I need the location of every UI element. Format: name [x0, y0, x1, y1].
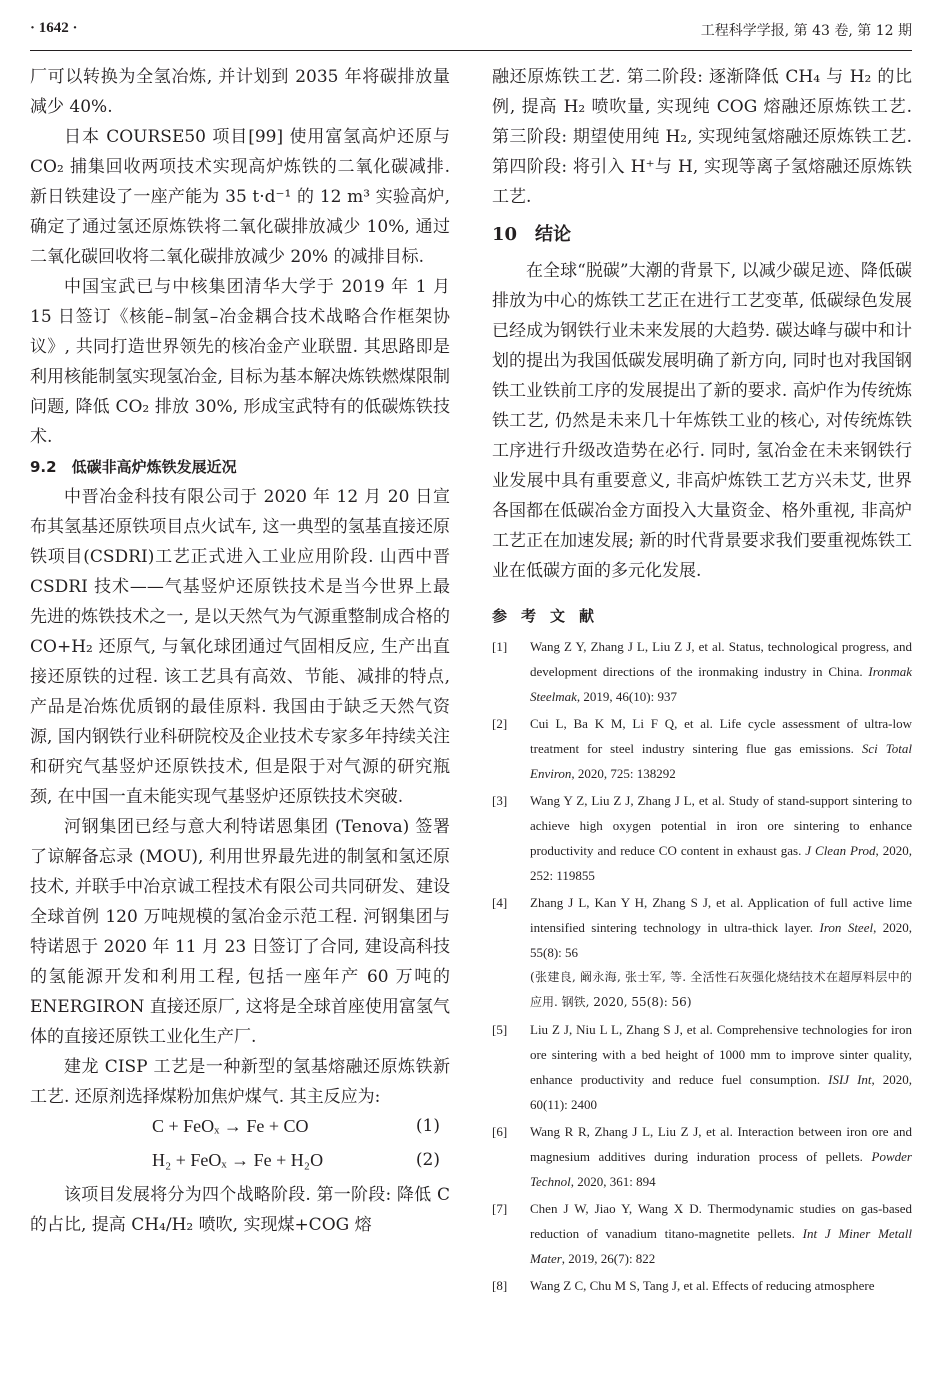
- references-heading: 参考文献: [492, 607, 609, 625]
- section-heading: 10 结论: [492, 224, 572, 245]
- reference-text: Wang R R, Zhang J L, Liu Z J, et al. Interaction between iron ore and magnesium additives during induration process of pellets. Powder Technol, 2020, 361: 894: [530, 1124, 912, 1189]
- paragraph: 融还原炼铁工艺. 第二阶段: 逐渐降低 CH₄ 与 H₂ 的比例, 提高 H₂ 喷吹量, 实现纯 COG 熔融还原炼铁工艺. 第三阶段: 期望使用纯 H₂, 实现纯氢熔融还原炼铁工艺. 第四阶段: 将引入 H⁺与 H, 实现等离子氢熔融还原炼铁工艺.: [492, 67, 912, 207]
- page-number: · 1642 ·: [30, 20, 78, 36]
- reference-number: [6]: [492, 1124, 508, 1139]
- journal-name: ISIJ Int: [828, 1072, 872, 1087]
- paragraph: 中晋冶金科技有限公司于 2020 年 12 月 20 日宣布其氢基还原铁项目点火试车, 这一典型的氢基直接还原铁项目(CSDRI)工艺正式进入工业应用阶段. 山西中晋 CSDRI 技术——气基竖炉还原铁技术是当今世界上最先进的炼铁技术之一, 是以天然气为气源重整制成合格的 CO+H₂ 还原气, 与氧化球团通过气固相反应, 生产出直接还原铁的过程. 该工艺具有高效、节能、减排的特点, 产品是冶炼优质钢的最佳原料. 我国由于缺乏天然气资源, 国内钢铁行业科研院校及企业技术专家多年持续关注和研究气基竖炉还原铁技术, 但是限于对气源的研究瓶颈, 在中国一直未能实现气基竖炉还原铁技术突破.: [30, 487, 450, 807]
- journal-name: Sci Total Environ: [530, 741, 912, 781]
- right-column: [492, 62, 912, 1300]
- reference-number: [4]: [492, 895, 508, 910]
- reference-item: [492, 1119, 912, 1194]
- reference-number: [1]: [492, 639, 508, 654]
- paragraph: 该项目发展将分为四个战略阶段. 第一阶段: 降低 C 的占比, 提高 CH₄/H₂ 喷吹, 实现煤+COG 熔: [30, 1185, 450, 1235]
- left-column: [30, 62, 450, 1240]
- reference-text: Zhang J L, Kan Y H, Zhang S J, et al. Application of full active lime intensified sintering technology in ultra-thick layer. Iron Steel, 2020, 55(8): 56: [530, 895, 913, 960]
- journal-name: Int J Miner Metall Mater: [530, 1226, 912, 1266]
- paragraph: 在全球“脱碳”大潮的背景下, 以减少碳足迹、降低碳排放为中心的炼铁工艺正在进行工艺变革, 低碳绿色发展已经成为钢铁行业未来发展的大趋势. 碳达峰与碳中和计划的提出为我国低碳发展明确了新方向, 同时也对我国钢铁工业铁前工序的发展提出了新的要求. 高炉作为传统炼铁工艺, 仍然是未来几十年炼铁工业的核心, 对传统炼铁工序进行升级改造势在必行. 同时, 氢冶金在未来钢铁行业发展中具有重要意义, 非高炉炼铁工艺方兴未艾, 世界各国都在低碳冶金方面投入大量资金、格外重视, 非高炉工艺正在加速发展; 新的时代背景要求我们要重视炼铁工业在低碳方面的多元化发展.: [492, 261, 912, 581]
- paragraph: 建龙 CISP 工艺是一种新型的氢基熔融还原炼铁新工艺. 还原剂选择煤粉加焦炉煤气. 其主反应为:: [30, 1057, 450, 1107]
- page-header: [30, 20, 912, 44]
- header-rule: [30, 50, 912, 51]
- equation-2: [30, 1146, 450, 1180]
- reference-number: [7]: [492, 1201, 508, 1216]
- reference-text: Cui L, Ba K M, Li F Q, et al. Life cycle assessment of ultra-low treatment for steel industry sintering flue gas emissions. Sci Total Environ, 2020, 725: 138292: [530, 716, 912, 781]
- paragraph: 厂可以转换为全氢冶炼, 并计划到 2035 年将碳排放量减少 40%.: [30, 67, 450, 117]
- reference-text: Chen J W, Jiao Y, Wang X D. Thermodynamic studies on gas-based reduction of vanadium titano-magnetite pellets. Int J Miner Metall Mater, 2019, 26(7): 822: [530, 1201, 912, 1266]
- journal-name: Powder Technol: [530, 1149, 912, 1189]
- reference-item: [492, 1017, 912, 1117]
- reference-number: [2]: [492, 716, 508, 731]
- reference-text: Liu Z J, Niu L L, Zhang S J, et al. Comprehensive technologies for iron ore sintering with a bed height of 1000 mm to improve sinter quality, enhance productivity and reduce fuel consumption. ISIJ Int, 2020, 60(11): 2400: [530, 1022, 913, 1112]
- equation-expression: H₂ + FeOₓ → Fe + H₂O: [152, 1150, 324, 1170]
- reference-item: [492, 788, 912, 888]
- paragraph: 河钢集团已经与意大利特诺恩集团 (Tenova) 签署了谅解备忘录 (MOU), 利用世界最先进的制氢和氢还原技术, 并联手中冶京诚工程技术有限公司共同研发、建设全球首例 120 万吨规模的氢冶金示范工程. 河钢集团与特诺恩于 2020 年 11 月 23 日签订了合同, 建设高科技的氢能源开发和利用工程, 包括一座年产 60 万吨的 ENERGIRON 直接还原厂, 这将是全球首座使用富氢气体的直接还原铁工业化生产厂.: [30, 817, 450, 1047]
- reference-item: [492, 1196, 912, 1271]
- reference-number: [3]: [492, 793, 508, 808]
- reference-item: [492, 634, 912, 709]
- reference-chinese-text: (张建良, 阚永海, 张士军, 等. 全活性石灰强化烧结技术在超厚料层中的应用. 钢铁, 2020, 55(8): 56): [530, 970, 912, 1009]
- reference-text: Wang Y Z, Liu Z J, Zhang J L, et al. Study of stand-support sintering to achieve high oxygen potential in iron ore sintering to enhance productivity and reduce CO content in exhaust gas. J Clean Prod, 2020, 252: 119855: [530, 793, 912, 883]
- journal-name: Ironmak Steelmak: [530, 664, 912, 704]
- equation-expression: C + FeOₓ → Fe + CO: [152, 1116, 309, 1136]
- subsection-heading: 9.2 低碳非高炉炼铁发展近况: [30, 458, 237, 476]
- reference-number: [5]: [492, 1022, 508, 1037]
- reference-item: [492, 890, 912, 1015]
- reference-item: [492, 1273, 912, 1298]
- reference-item: [492, 711, 912, 786]
- equation-number: (2): [415, 1150, 440, 1170]
- reference-text: Wang Z C, Chu M S, Tang J, et al. Effects of reducing atmosphere: [530, 1278, 875, 1293]
- equation-number: (1): [415, 1116, 440, 1136]
- journal-name: J Clean Prod: [805, 843, 876, 858]
- paragraph: 中国宝武已与中核集团清华大学于 2019 年 1 月 15 日签订《核能–制氢–冶金耦合技术战略合作框架协议》, 共同打造世界领先的核冶金产业联盟. 其思路即是利用核能制氢实现氢冶金, 目标为基本解决炼铁燃煤限制问题, 降低 CO₂ 排放 30%, 形成宝武特有的低碳炼铁技术.: [30, 277, 450, 447]
- reference-number: [8]: [492, 1278, 508, 1293]
- journal-name: Iron Steel: [819, 920, 874, 935]
- journal-issue: 工程科学学报, 第 43 卷, 第 12 期: [700, 23, 912, 39]
- paragraph: 日本 COURSE50 项目[99] 使用富氢高炉还原与 CO₂ 捕集回收两项技术实现高炉炼铁的二氧化碳减排. 新日铁建设了一座产能为 35 t·d⁻¹ 的 12 m³ 实验高炉, 确定了通过氢还原炼铁将二氧化碳排放减少 10%, 通过二氧化碳回收将二氧化碳排放减少 20% 的减排目标.: [30, 127, 450, 267]
- reference-list: [492, 634, 912, 1298]
- reference-text: Wang Z Y, Zhang J L, Liu Z J, et al. Status, technological progress, and development directions of the ironmaking industry in China. Ironmak Steelmak, 2019, 46(10): 937: [530, 639, 912, 704]
- equation-1: [30, 1112, 450, 1146]
